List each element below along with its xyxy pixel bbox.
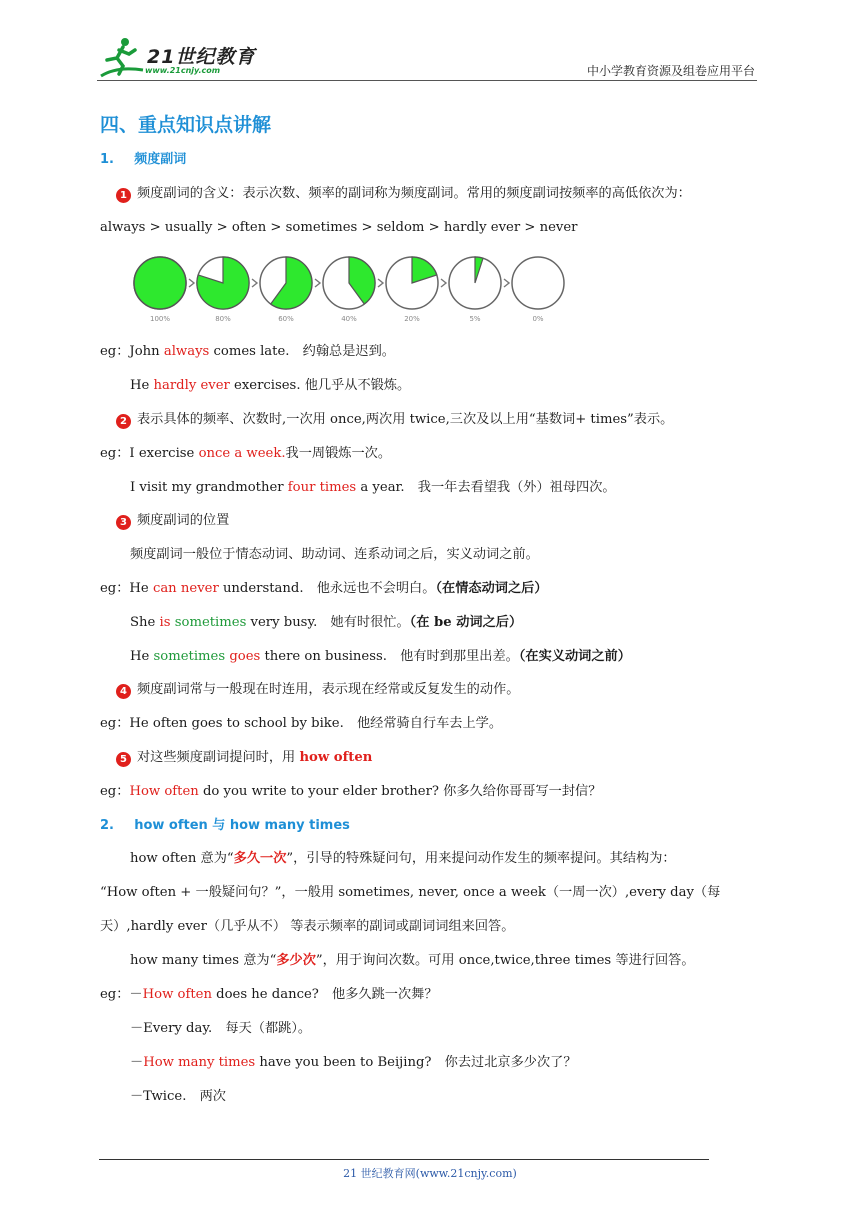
dialog-line: eg：－How often does he dance? 他多久跳一次舞？ (100, 987, 438, 1002)
dialog-line: －Every day. 每天（都跳）。 (130, 1021, 312, 1036)
example-line: eg：He can never understand. 他永远也不会明白。（在情态动词之后） (100, 581, 548, 596)
point-4: 4 频度副词常与一般现在时连用，表示现在经常或反复发生的动作。 (116, 681, 519, 699)
point-2: 2 表示具体的频率、次数时,一次用 once,两次用 twice,三次及以上用“基数词+ times”表示。 (116, 411, 673, 429)
number-badge: 4 (116, 684, 131, 699)
pie-label: 5% (469, 315, 481, 323)
example-line: She is sometimes very busy. 她有时很忙。（在 be 动词之后） (130, 615, 523, 630)
example-line: eg：He often goes to school by bike. 他经常骑自行车去上学。 (100, 716, 503, 731)
chevron-right-icon (189, 279, 194, 287)
example-line: eg：How often do you write to your elder brother? 你多久给你哥哥写一封信？ (100, 784, 602, 799)
number-badge: 5 (116, 752, 131, 767)
part1-heading (100, 151, 186, 169)
part2-heading: 2. how often 与 how many times (100, 818, 350, 833)
part2-text: “How often + 一般疑问句？”，一般用 sometimes, never, once a week（一周一次）,every day（每 (100, 885, 721, 900)
number-badge: 2 (116, 414, 131, 429)
pie-label: 60% (278, 315, 294, 323)
part2-text: how often 意为“多久一次”，引导的特殊疑问句，用来提问动作发生的频率提问。其结构为： (130, 851, 676, 866)
footer-link[interactable]: 21 世纪教育网(www.21cnjy.com) (343, 1167, 517, 1180)
site-logo[interactable] (97, 36, 267, 78)
point-3-body: 频度副词一般位于情态动词、助动词、连系动词之后，实义动词之前。 (130, 547, 539, 562)
pie-label: 40% (341, 315, 357, 323)
point-1: 1 频度副词的含义：表示次数、频率的副词称为频度副词。常用的频度副词按频率的高低依次为： (116, 185, 691, 203)
example-line: He hardly ever exercises. 他几乎从不锻炼。 (130, 378, 411, 393)
frequency-order: always > usually > often > sometimes > seldom > hardly ever > never (100, 220, 578, 235)
pie-slice (134, 257, 186, 309)
point-3: 3 频度副词的位置 (116, 512, 229, 530)
example-line: I visit my grandmother four times a year. 我一年去看望我（外）祖母四次。 (130, 480, 616, 495)
dialog-line: －Twice. 两次 (130, 1089, 226, 1104)
chevron-right-icon (315, 279, 320, 287)
part1-number: 1. (100, 152, 114, 167)
number-badge: 1 (116, 188, 131, 203)
point-5: 5 对这些频度副词提问时，用 how often (116, 749, 372, 767)
number-badge: 3 (116, 515, 131, 530)
part1-title: 频度副词 (134, 152, 187, 167)
example-line: eg：John always comes late. 约翰总是迟到。 (100, 344, 395, 359)
chevron-right-icon (441, 279, 446, 287)
example-line: He sometimes goes there on business. 他有时到那里出差。（在实义动词之前） (130, 649, 631, 664)
logo-text: 21世纪教育 (147, 46, 256, 68)
platform-title: 中小学教育资源及组卷应用平台 (586, 64, 755, 78)
chevron-right-icon (378, 279, 383, 287)
page-header (97, 36, 757, 81)
pie-label: 20% (404, 315, 420, 323)
pie-label: 80% (215, 315, 231, 323)
frequency-pie-chart (133, 255, 573, 325)
runner-logo-icon (97, 36, 147, 78)
section-title: 四、重点知识点讲解 (100, 114, 272, 136)
part2-text: how many times 意为“多少次”，用于询问次数。可用 once,twice,three times 等进行回答。 (130, 953, 695, 968)
pie-label: 100% (149, 315, 171, 323)
part2-text: 天）,hardly ever（几乎从不） 等表示频率的副词或副词词组来回答。 (100, 919, 515, 934)
pie-label: 0% (532, 315, 544, 323)
chevron-right-icon (504, 279, 509, 287)
pie-outline (512, 257, 564, 309)
dialog-line: －How many times have you been to Beijing? 你去过北京多少次了？ (130, 1055, 577, 1070)
chevron-right-icon (252, 279, 257, 287)
logo-url: www.21cnjy.com (145, 66, 221, 75)
example-line: eg：I exercise once a week.我一周锻炼一次。 (100, 446, 392, 461)
footer-divider (99, 1159, 709, 1160)
